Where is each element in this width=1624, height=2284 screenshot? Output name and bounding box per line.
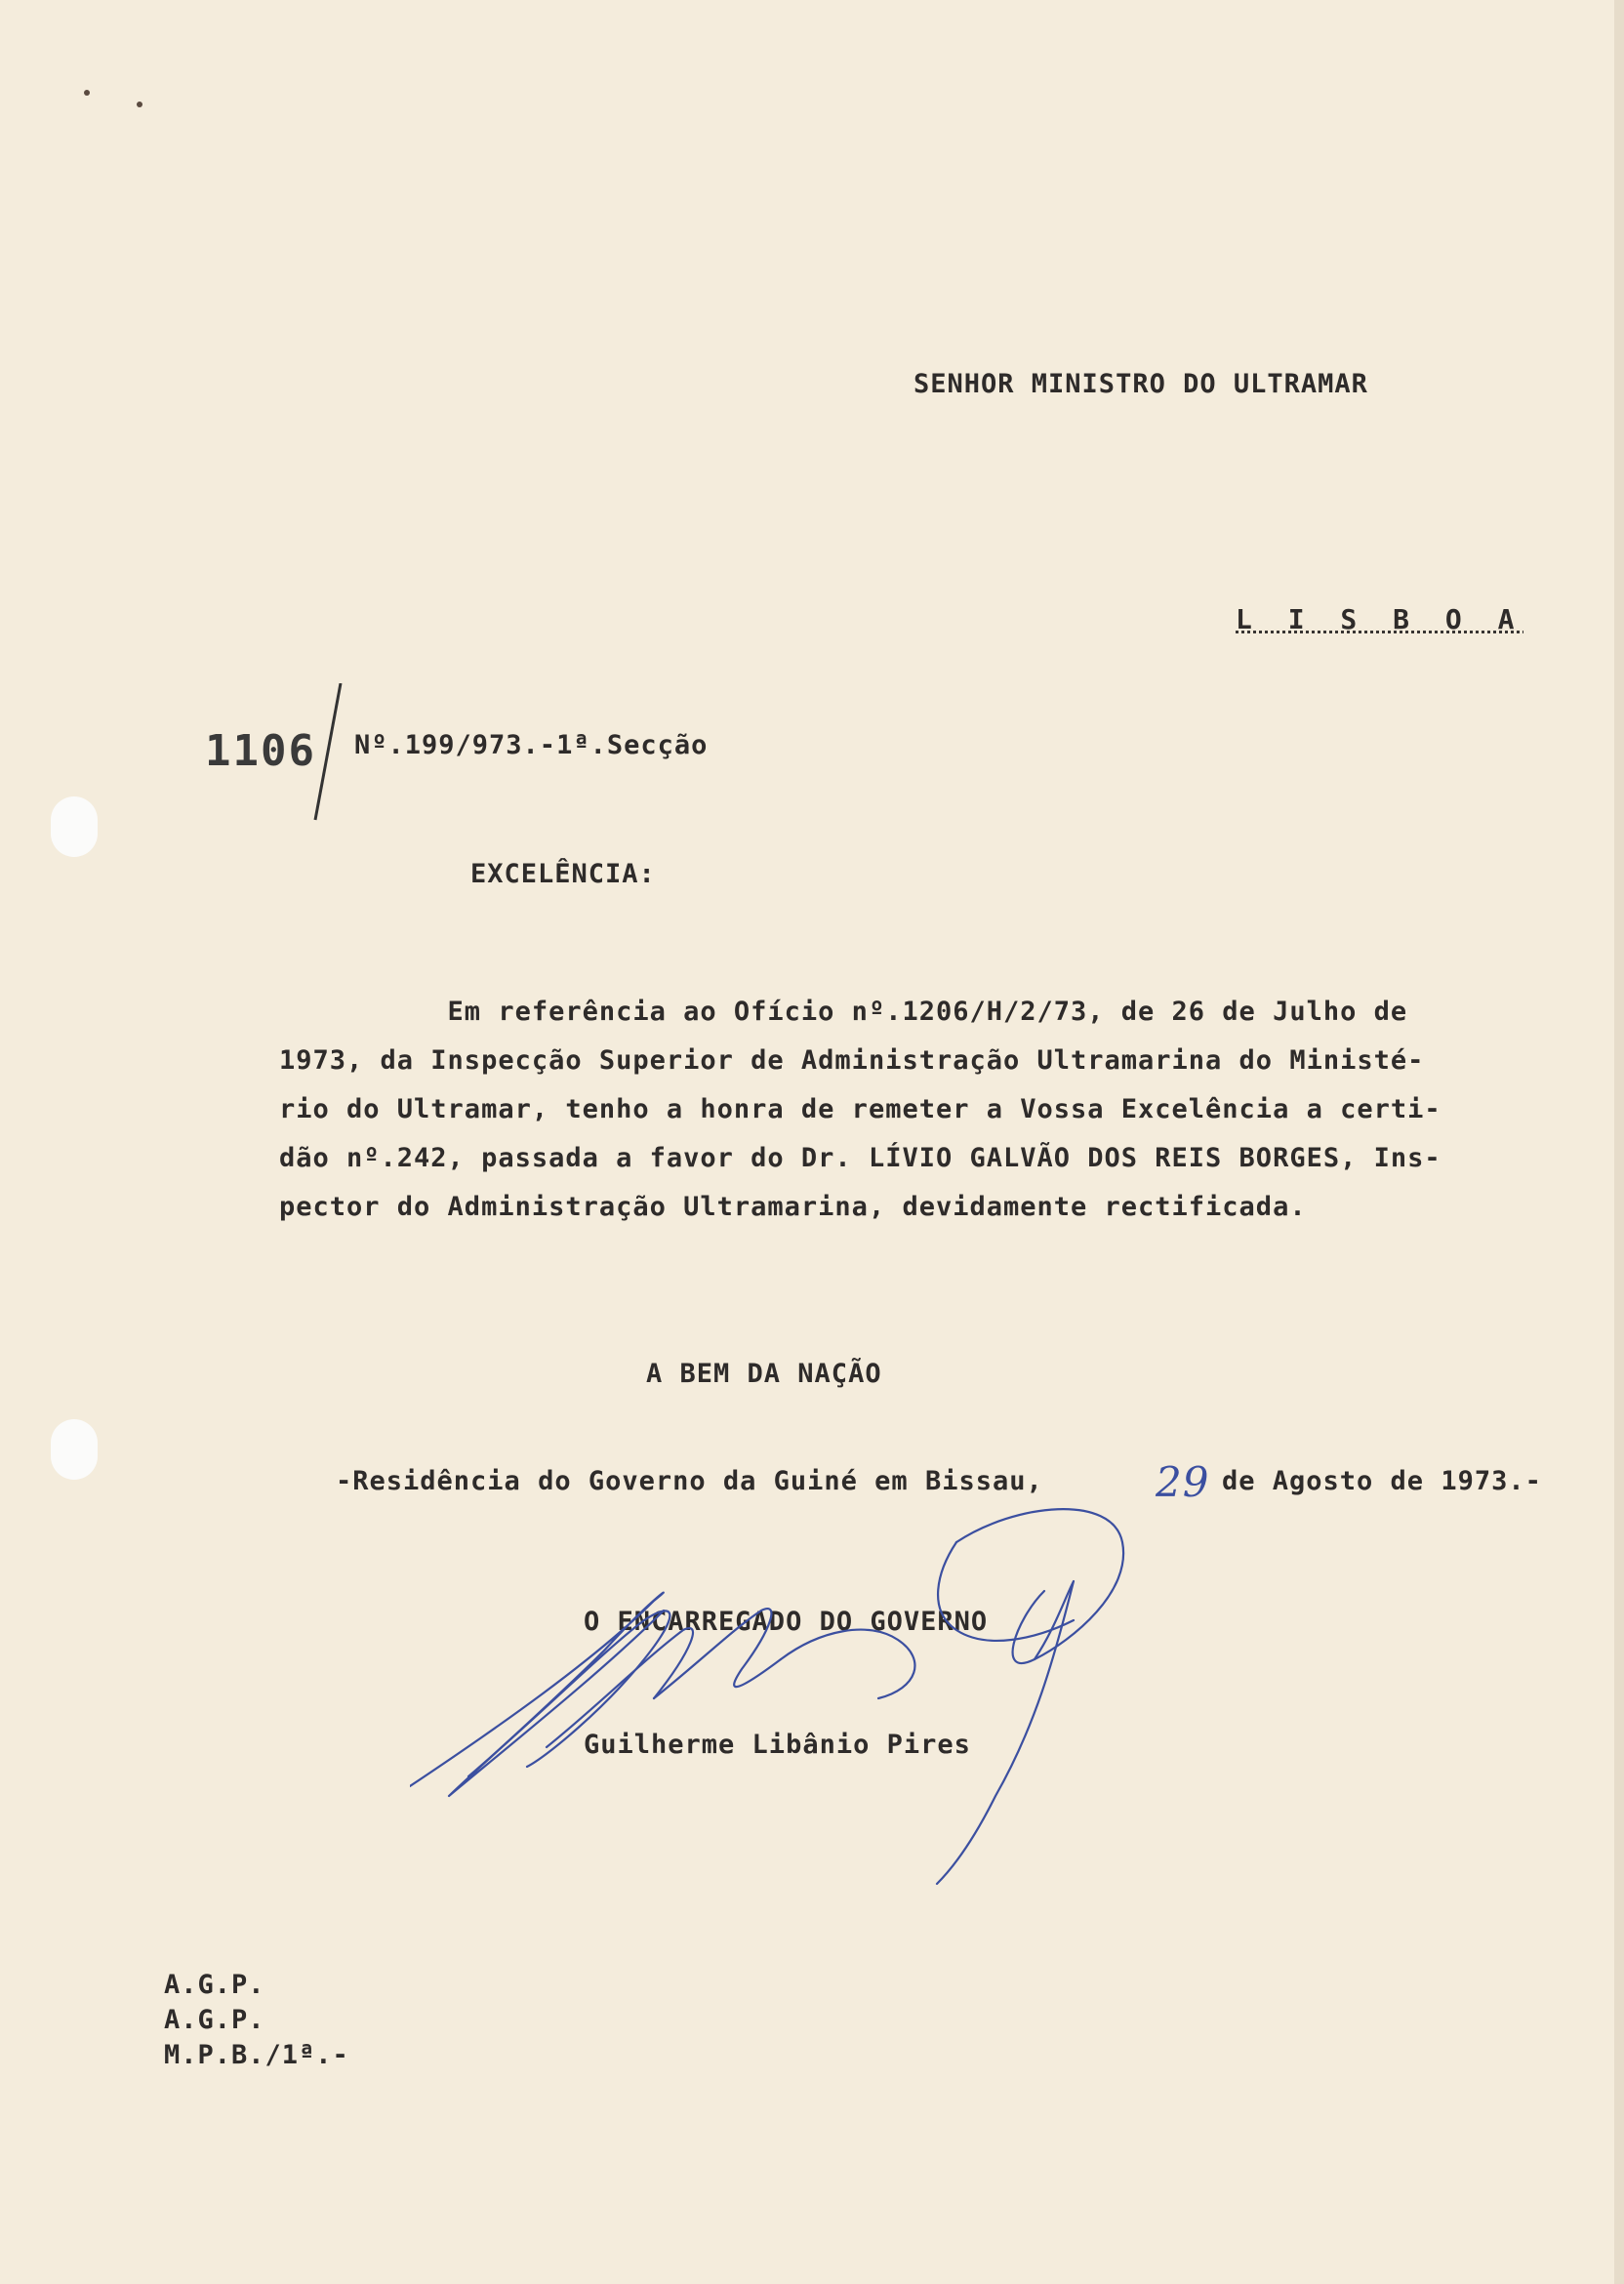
initials-line: M.P.B./1ª.- (164, 2040, 349, 2070)
signatory-title: O ENCARREGADO DO GOVERNO (584, 1607, 989, 1637)
place-date-start: -Residência do Governo da Guiné em Bissau, (336, 1466, 1043, 1496)
body-line: Em referência ao Ofício nº.1206/H/2/73, de 26 de Julho de (279, 997, 1408, 1027)
recipient-line: SENHOR MINISTRO DO ULTRAMAR (914, 369, 1368, 399)
signatory-name: Guilherme Libânio Pires (584, 1730, 971, 1760)
ink-spot (137, 102, 142, 107)
closing-formula: A BEM DA NAÇÃO (646, 1359, 882, 1389)
letter-body (279, 988, 1577, 1232)
handwritten-number: 1106 (205, 726, 316, 776)
handwritten-day: 29 (1156, 1458, 1210, 1506)
handwritten-slash (307, 683, 346, 830)
reference-number: Nº.199/973.-1ª.Secção (354, 730, 709, 760)
page-edge-shadow (1614, 0, 1624, 2284)
punch-hole-top (51, 796, 98, 857)
body-line: pector do Administração Ultramarina, devidamente rectificada. (279, 1192, 1307, 1222)
place-date-end: de Agosto de 1973.- (1222, 1466, 1542, 1496)
salutation: EXCELÊNCIA: (470, 859, 656, 889)
body-line: dão nº.242, passada a favor do Dr. LÍVIO GALVÃO DOS REIS BORGES, Ins- (279, 1143, 1441, 1173)
initials-line: A.G.P. (164, 1970, 265, 2000)
handwritten-signature (410, 1503, 1152, 1894)
body-line: rio do Ultramar, tenho a honra de remeter a Vossa Excelência a certi- (279, 1094, 1441, 1124)
ink-spot (84, 90, 90, 96)
initials-line: A.G.P. (164, 2005, 265, 2035)
punch-hole-bottom (51, 1419, 98, 1480)
body-line: 1973, da Inspecção Superior de Administração Ultramarina do Ministé- (279, 1045, 1425, 1076)
city-line: L I S B O A (1236, 603, 1524, 635)
distribution-initials (164, 1968, 349, 2073)
